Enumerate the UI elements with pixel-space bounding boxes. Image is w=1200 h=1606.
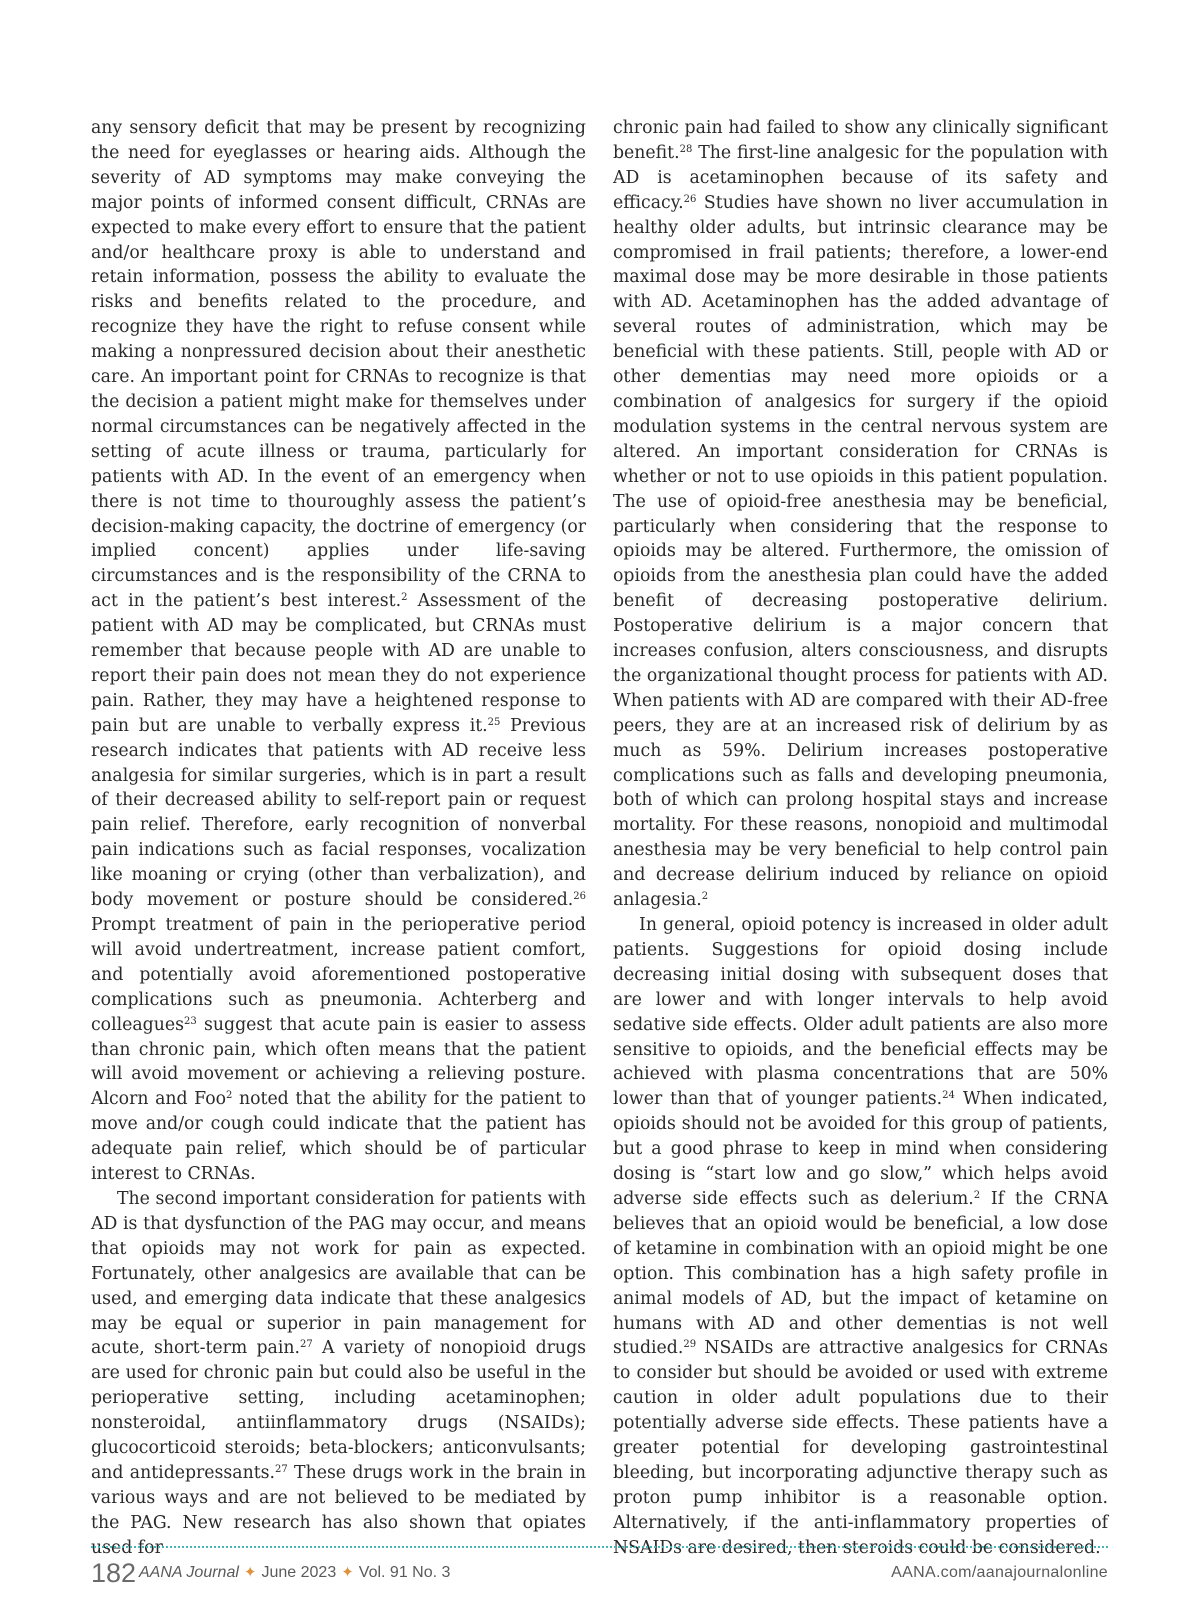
volume-issue: Vol. 91 No. 3 xyxy=(358,1564,451,1581)
citation-superscript: 29 xyxy=(683,1339,697,1351)
citation-superscript: 2 xyxy=(226,1090,233,1102)
diamond-separator-icon: ✦ xyxy=(243,1564,257,1581)
citation-superscript: 26 xyxy=(683,193,697,205)
journal-url-link[interactable]: AANA.com/aanajournalonline xyxy=(891,1564,1108,1581)
body-paragraph: any sensory deficit that may be present by recognizing the need for eyeglasses or hearing aids. Although the severity of AD symptoms may make conveying the major points of informed consent difficult, CRNAs are expected to make every effort to ensure that the patient and/or healthcare proxy is able to understand and retain information, possess the ability to evaluate the risks and benefits related to the procedure, and recognize they have the right to refuse consent while making a nonpressured decision about their anesthetic care. An important point for CRNAs to recognize is that the decision a patient might make for themselves under normal circumstances can be negatively affected in the setting of acute illness or trauma, particularly for patients with AD. In the event of an emergency when there is not time to thouroughly assess the patient’s decision-making capacity, the doctrine of emergency (or implied concent) applies under life-saving circumstances and is the responsibility of the CRNA to act in the patient’s best interest.$^2$ Assessment of the patient with AD may be complicated, but CRNAs must remember that because people with AD are unable to report their pain does not mean they do not experience pain. Rather, they may have a heightened response to pain but are unable to verbally express it.$^{25}$ Previous research indicates that patients with AD receive less analgesia for similar surgeries, which is in part a result of their decreased ability to self-report pain or request pain relief. Therefore, early recognition of nonverbal pain indications such as facial responses, vocalization like moaning or crying (other than verbalization), and body movement or posture should be considered.$^{26}$ Prompt treatment of pain in the perioperative period will avoid undertreatment, increase patient comfort, and potentially avoid aforementioned postoperative complications such as pneumonia. Achterberg and colleagues$^{23}$ suggest that acute pain is easier to assess than chronic pain, which often means that the patient will avoid movement or achieving a relieving posture. Alcorn and Foo$^2$ noted that the ability for the patient to move and/or cough could indicate that the patient has adequate pain relief, which should be of particular interest to CRNAs. xyxy=(91,118,587,1185)
citation-superscript: 2 xyxy=(973,1189,981,1201)
left-text-column xyxy=(91,116,586,1561)
journal-citation xyxy=(139,1556,450,1590)
citation-superscript: 28 xyxy=(679,143,693,155)
citation-superscript: 27 xyxy=(275,1463,288,1475)
citation-superscript: 25 xyxy=(487,716,501,728)
citation-superscript: 23 xyxy=(183,1015,197,1027)
diamond-separator-icon: ✦ xyxy=(341,1564,354,1581)
body-paragraph: chronic pain had failed to show any clinically significant benefit.$^{28}$ The first-line analgesic for the population with AD is acetaminophen because of its safety and efficacy.$^{26}$ Studies have shown no liver accumulation in healthy older adults, but intrinsic clearance may be compromised in frail patients; therefore, a lower-end maximal dose may be more desirable in those patients with AD. Acetaminophen has the added advantage of several routes of administration, which may be beneficial with these patients. Still, people with AD or other dementias may need more opioids or a combination of analgesics for surgery if the opioid modulation systems in the central nervous system are altered. An important consideration for CRNAs is whether or not to use opioids in this patient population. The use of opioid-free anesthesia may be beneficial, particularly when considering that the response to opioids may be altered. Furthermore, the omission of opioids from the anesthesia plan could have the added benefit of decreasing postoperative delirium. Postoperative delirium is a major concern that increases confusion, alters consciousness, and disrupts the organizational thought process for patients with AD. When patients with AD are compared with their AD-free peers, they are at an increased risk of delirium by as much as 59%. Delirium increases postoperative complications such as falls and developing pneumonia, both of which can prolong hospital stays and increase mortality. For these reasons, nonopioid and multimodal anesthesia may be very beneficial to help control pain and decrease delirium induced by reliance on opioid anlagesia.$^2$ xyxy=(613,118,1108,911)
issue-date: June 2023 xyxy=(261,1564,337,1581)
citation-superscript: 26 xyxy=(573,891,586,903)
citation-superscript: 27 xyxy=(300,1339,313,1351)
right-text-column xyxy=(613,116,1108,1561)
page-footer xyxy=(91,1556,1108,1590)
citation-superscript: 2 xyxy=(701,891,709,903)
page-number: 182 xyxy=(91,1558,137,1588)
body-paragraph: The second important consideration for patients with AD is that dysfunction of the PAG may occur, and means that opioids may not work for pain as expected. Fortunately, other analgesics are available that can be used, and emerging data indicate that these analgesics may be equal or superior in pain management for acute, short-term pain.$^{27}$ A variety of nonopioid drugs are used for chronic pain but could also be useful in the perioperative setting, including acetaminophen; nonsteroidal, antiinflammatory drugs (NSAIDs); glucocorticoid steroids; beta-blockers; anticonvulsants; and antidepressants.$^{27}$ These drugs work in the brain in various ways and are not believed to be mediated by the PAG. New research has also shown that opiates used for xyxy=(91,1188,586,1558)
journal-name: AANA Journal xyxy=(139,1564,239,1581)
citation-superscript: 24 xyxy=(942,1090,955,1102)
body-paragraph: In general, opioid potency is increased in older adult patients. Suggestions for opioid dosing include decreasing initial dosing with subsequent doses that are lower and with longer intervals to help avoid sedative side effects. Older adult patients are also more sensitive to opioids, and the beneficial effects may be achieved with plasma concentrations that are 50% lower than that of younger patients.$^{24}$ When indicated, opioids should not be avoided for this group of patients, but a good phrase to keep in mind when considering dosing is “start low and go slow,” which helps avoid adverse side effects such as delerium.$^2$ If the CRNA believes that an opioid would be beneficial, a low dose of ketamine in combination with an opioid might be one option. This combination has a high safety profile in animal models of AD, but the impact of ketamine on humans with AD and other dementias is not well studied.$^{29}$ NSAIDs are attractive analgesics for CRNAs to consider but should be avoided or used with extreme caution in older adult populations due to their potentially adverse side effects. These patients have a greater potential for developing gastrointestinal bleeding, but incorporating adjunctive therapy such as proton pump inhibitor is a reasonable option. Alternatively, if the anti-inflammatory properties of NSAIDs are desired, then steroids could be considered. xyxy=(613,915,1108,1558)
citation-superscript: 2 xyxy=(401,592,408,604)
footer-dotted-rule xyxy=(91,1546,1108,1548)
